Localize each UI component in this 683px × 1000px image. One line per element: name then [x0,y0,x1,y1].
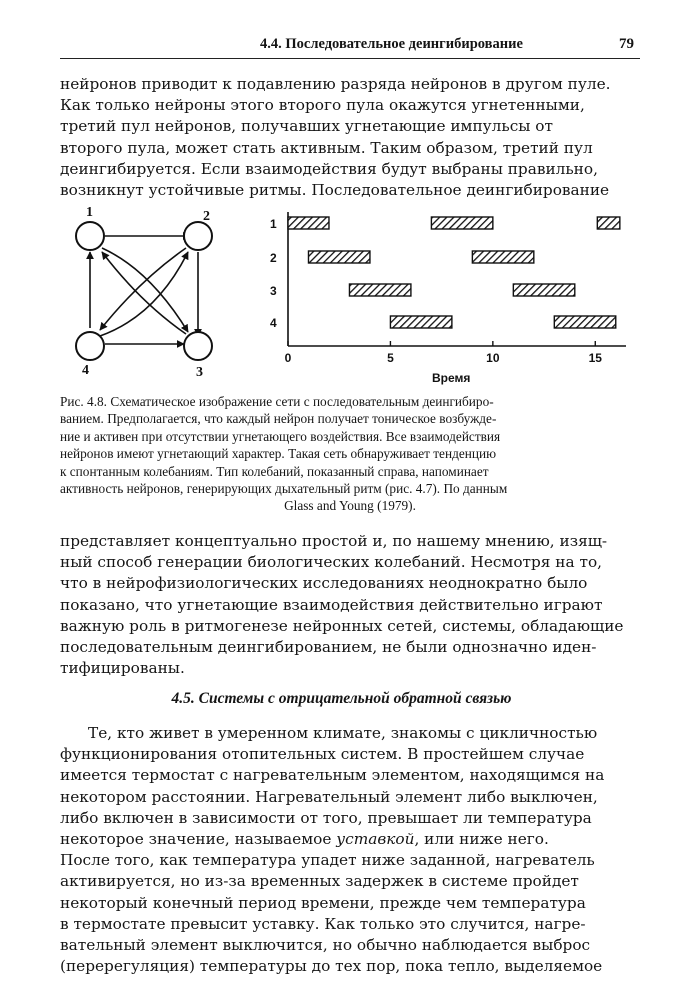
running-title: 4.4. Последовательное деингибирование [260,36,523,52]
text-line: активируется, но из-за временных задержек в системе пройдет [60,872,579,891]
text-line: либо включен в зависимости от того, превышает ли температура [60,808,592,827]
text-line: имеется термостат с нагревательным элементом, находящимся на [60,766,605,785]
text-line [60,829,640,850]
caption-line: нейронов имеют угнетающий характер. Такая сеть обнаруживает тенденцию [60,446,497,462]
x-tick-label: 15 [588,351,602,365]
italic-term-ustavka: уставкой [336,830,415,849]
activity-bar-row2-1 [308,251,369,263]
activity-bar-row1-2 [431,217,492,229]
figure-4-8 [60,200,640,390]
activity-timeline-chart [270,212,626,385]
page-number: 79 [619,36,634,52]
activity-bar-row3-2 [513,284,574,296]
caption-line: активность нейронов, генерирующих дыхательный ритм (рис. 4.7). По данным [60,481,508,497]
row-label-4: 4 [270,316,277,330]
text-line: последовательным деингибированием, не были однозначно иден- [60,638,597,657]
text-line: представляет концептуально простой и, по нашему мнению, изящ- [60,532,608,550]
text-fragment: некоторое значение, называемое [60,830,332,849]
neuron-node-2 [184,222,212,250]
text-line: нейронов приводит к подавлению разряда нейронов в другом пуле. [60,75,611,93]
edge-2-4 [100,248,186,330]
activity-bar-row2-2 [472,251,533,263]
edge-1-3 [102,248,188,332]
caption-line: ванием. Предполагается, что каждый нейрон получает тоническое возбужде- [60,411,497,427]
figure-caption [60,393,640,515]
text-line: вательный элемент выключится, но обычно наблюдается выброс [60,936,591,955]
paragraph-3 [60,723,640,977]
row-label-2: 2 [270,251,277,265]
activity-bar-row4-1 [390,316,451,328]
text-line: второго пула, может стать активным. Таким образом, третий пул [60,138,593,157]
text-fragment: , или ниже него. [414,830,549,849]
neuron-node-1 [76,222,104,250]
neuron-node-4 [76,332,104,360]
row-label-3: 3 [270,284,277,298]
node-label-1: 1 [86,205,93,220]
section-heading: 4.5. Системы с отрицательной обратной связью [171,690,512,707]
caption-line: ние и активен при отсутствии угнетающего воздействия. Все взаимодействия [60,428,501,444]
node-label-4: 4 [82,363,89,378]
paragraph-2 [60,531,640,679]
x-axis-label: Время [432,371,471,385]
caption-line: Рис. 4.8. Схематическое изображение сети с последовательным деингибиро- [60,394,494,409]
activity-bar-row1-1 [288,217,329,229]
text-line: показано, что угнетающие взаимодействия действительно играют [60,595,603,614]
text-line: (перерегуляция) температуры до тех пор, пока тепло, выделяемое [60,957,603,976]
text-line: Как только нейроны этого второго пула окажутся угнетенными, [60,96,585,115]
text-line: функционирования отопительных систем. В простейшем случае [60,745,585,764]
row-label-1: 1 [270,217,277,231]
text-line: ный способ генерации биологических колебаний. Несмотря на то, [60,553,603,572]
node-label-2: 2 [203,209,210,224]
text-line: деингибируется. Если взаимодействия будут выбраны правильно, [60,159,598,178]
text-line: Те, кто живет в умеренном климате, знакомы с цикличностью [88,724,598,742]
edge-4-2 [100,252,188,336]
x-tick-label: 0 [284,351,292,365]
edge-3-1 [102,252,186,334]
paragraph-1 [60,74,640,201]
text-line: возникнут устойчивые ритмы. Последовательное деингибирование [60,181,610,200]
text-line: После того, как температура упадет ниже заданной, нагреватель [60,851,595,870]
neuron-node-3 [184,332,212,360]
text-line: тифицированы. [60,659,185,678]
text-line: третий пул нейронов, получавших угнетающие импульсы от [60,117,553,136]
x-tick-label: 5 [387,351,394,365]
node-label-3: 3 [196,365,203,380]
text-line: в термостате превысит уставку. Как только это случится, нагре- [60,914,586,933]
text-line: что в нейрофизиологических исследованиях неоднократно было [60,574,588,593]
text-line: некотором расстоянии. Нагревательный элемент либо выключен, [60,787,598,806]
caption-line: к спонтанным колебаниям. Тип колебаний, показанный справа, напоминает [60,463,489,479]
activity-bar-row1-3 [597,217,620,229]
caption-line: Glass and Young (1979). [284,498,416,514]
x-tick-label: 10 [486,351,500,365]
text-line: важную роль в ритмогенезе нейронных сетей, системы, обладающие [60,616,624,635]
text-line: некоторый конечный период времени, прежде чем температура [60,893,586,912]
page-header [60,36,640,59]
activity-bar-row4-2 [554,316,615,328]
network-diagram [76,205,212,380]
activity-bar-row3-1 [349,284,410,296]
